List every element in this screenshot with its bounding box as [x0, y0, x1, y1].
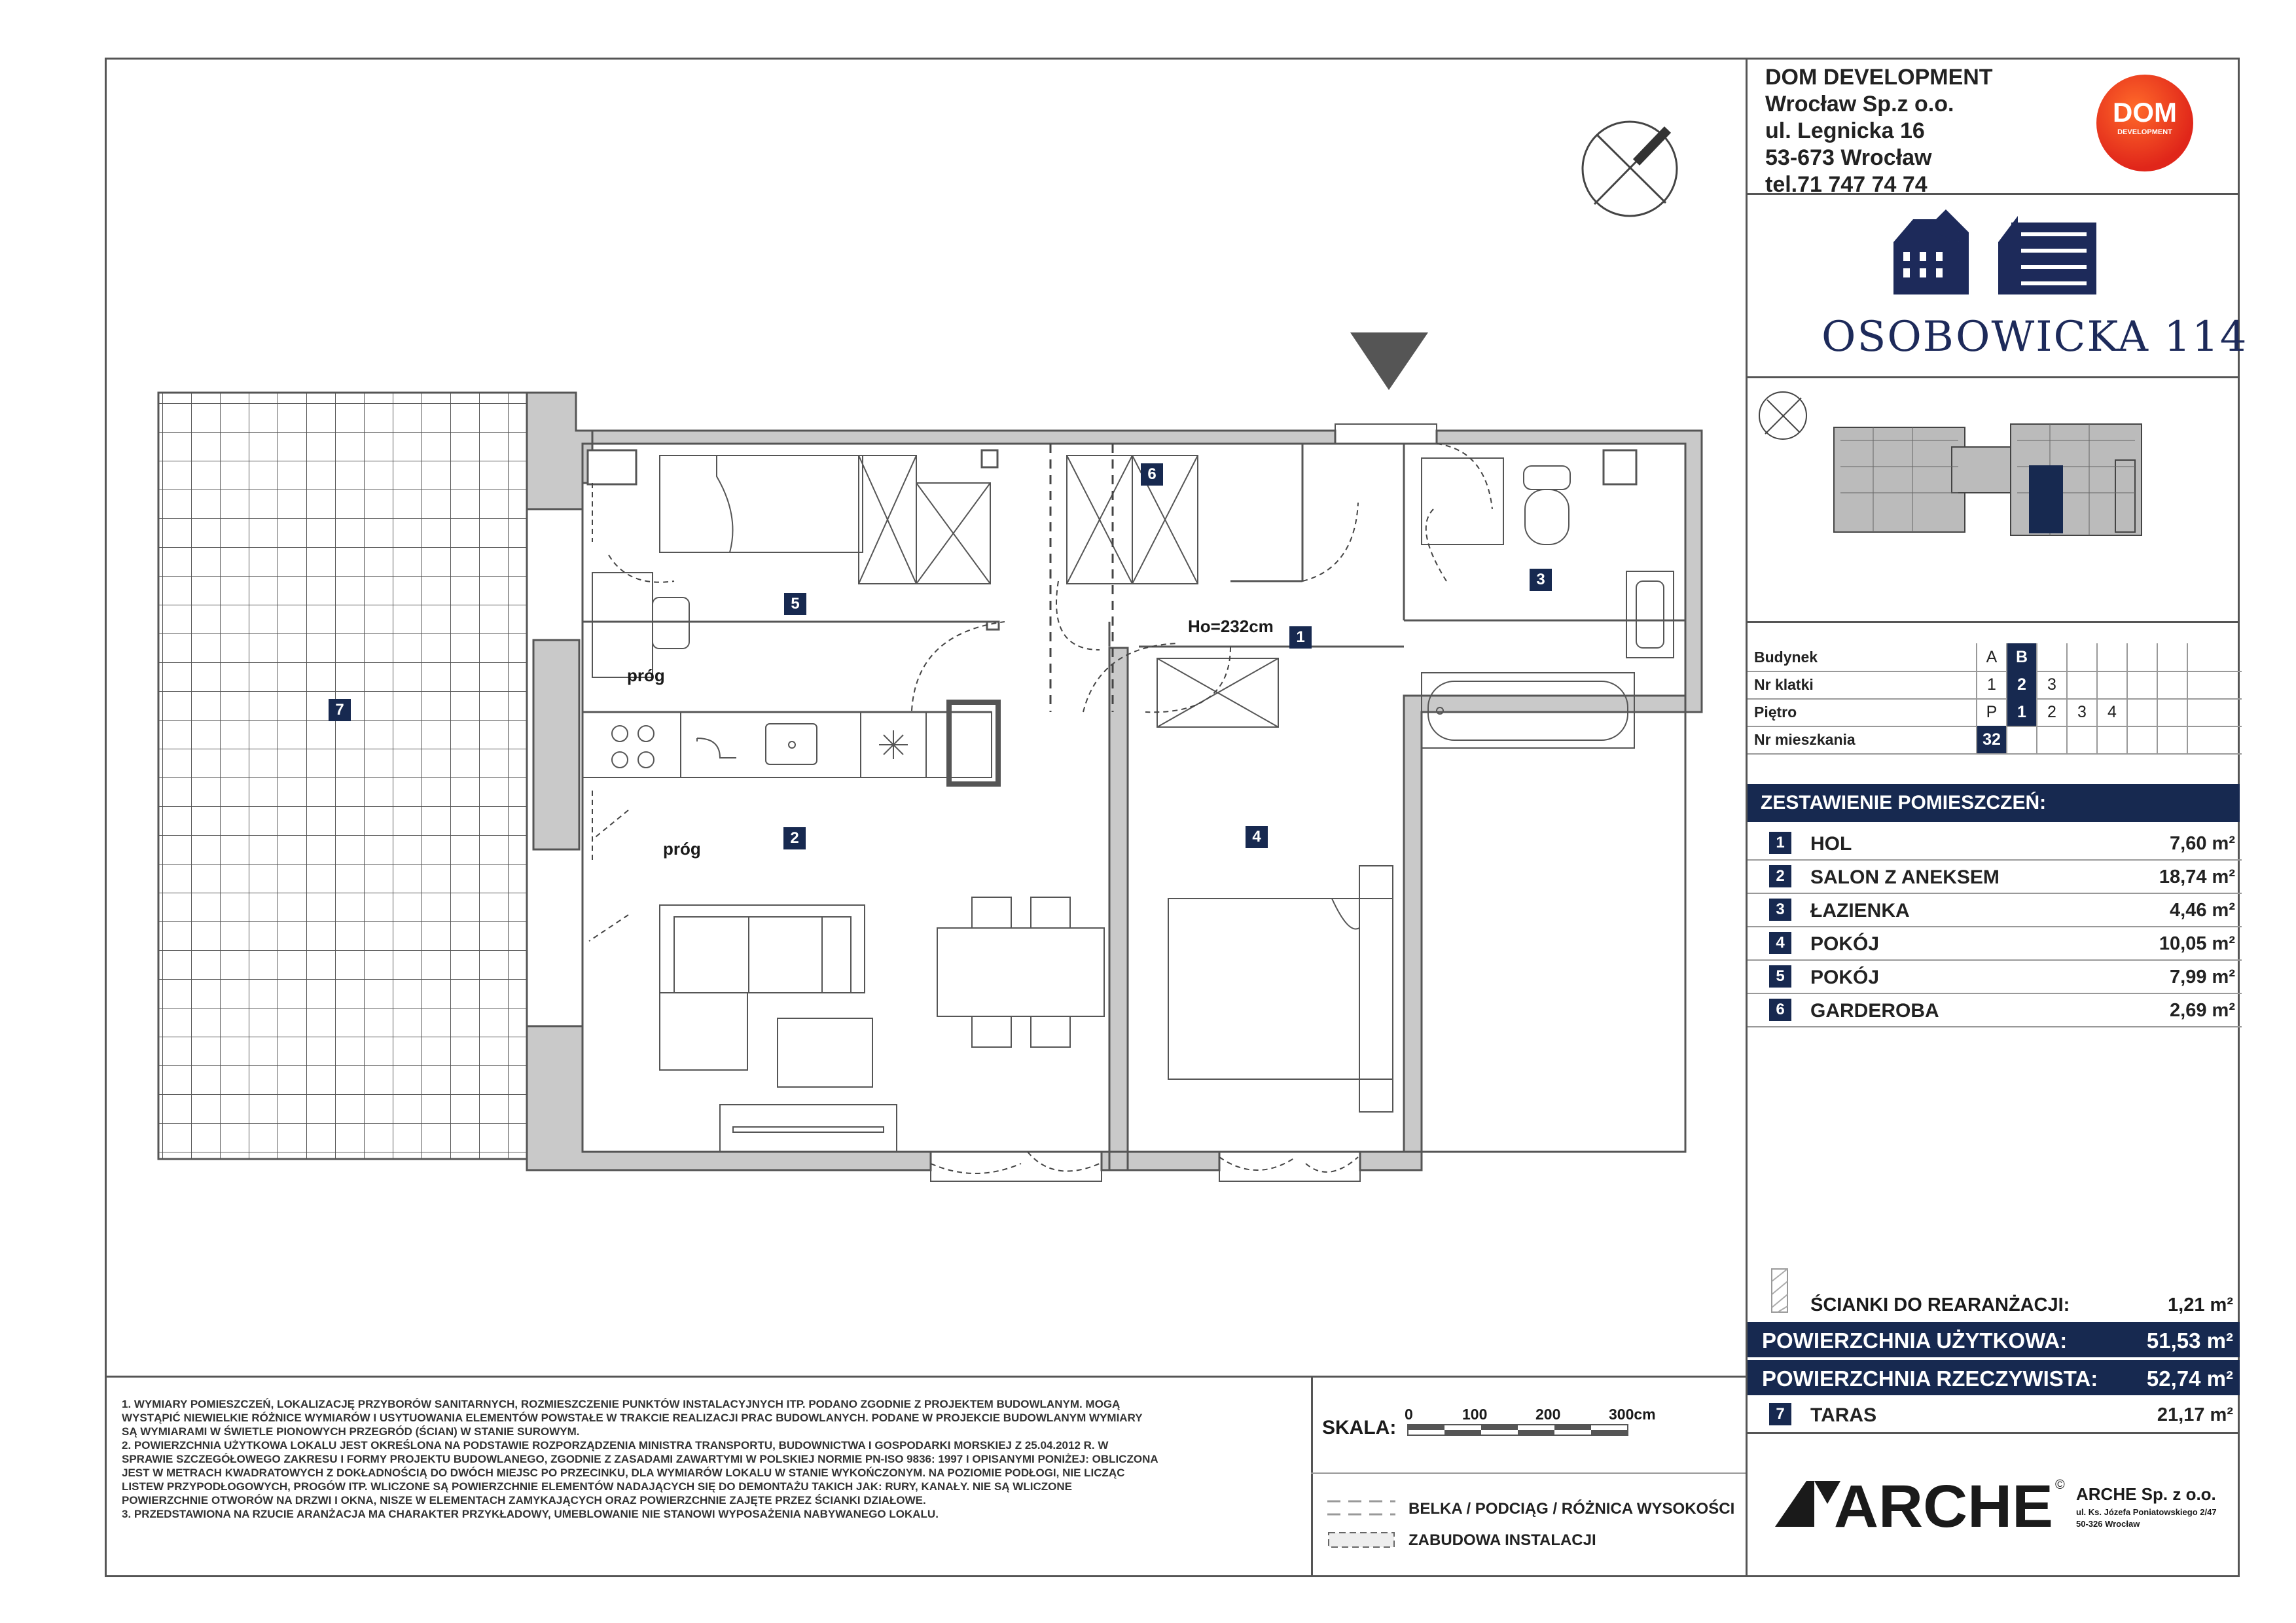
legend-divider [1311, 1472, 1746, 1474]
row-floor [1748, 698, 2242, 727]
north-arrow-icon [1583, 122, 1677, 216]
real-label: POWIERZCHNIA RZECZYWISTA: [1762, 1366, 2098, 1391]
room-name: POKÓJ [1810, 933, 1880, 955]
room-row [1748, 993, 2242, 1027]
company-line-4: 53-673 Wrocław [1765, 145, 1932, 170]
project-buildings-icon [1887, 203, 2103, 294]
floor-1-selected: 1 [2006, 698, 2036, 726]
room-number-5: 5 [784, 593, 806, 615]
partitions-label: ŚCIANKI DO REARANŻACJI: [1810, 1294, 2070, 1315]
label-building: Budynek [1754, 649, 1818, 666]
room-area: 7,60 m² [2170, 833, 2235, 854]
usable-area-bar [1748, 1322, 2240, 1357]
floor-plan [105, 58, 1746, 1577]
row-building [1748, 643, 2242, 672]
room-badge: 5 [1769, 965, 1791, 988]
architect-name: ARCHE Sp. z o.o. [2076, 1484, 2216, 1504]
entrance-marker-icon [1350, 332, 1428, 390]
floor-p: P [1976, 698, 2006, 726]
room-row [1748, 927, 2242, 961]
threshold-label-upper: próg [627, 666, 665, 685]
note-line: WYSTĄPIĆ NIEWIELKIE RÓŻNICE WYMIARÓW I USYTUOWANIA ELEMENTÓW POWSTAŁE W TRAKCIE REALIZACJI PRAC BUDOWLANYCH. PODANE W PROJEKCIE BUDOWLANYM WYMIARY [122, 1412, 1143, 1424]
note-line: POWIERZCHNIE OTWORÓW NA DRZWI I OKNA, NISZE W ELEMENTACH ZAMYKAJĄCYCH ORAZ POWIERZCHNIE ZAJĘTE PRZEZ ŚCIANKI DZIAŁOWE. [122, 1494, 926, 1507]
room-number-7: 7 [329, 699, 351, 721]
company-name: DOM DEVELOPMENT [1765, 65, 1993, 90]
company-line-2: Wrocław Sp.z o.o. [1765, 92, 1954, 116]
floor-4: 4 [2096, 698, 2126, 726]
usable-area: 51,53 m² [2146, 1329, 2233, 1353]
room-row [1748, 860, 2242, 894]
room-row [1748, 893, 2242, 927]
scale-tick-100: 100 [1462, 1406, 1488, 1423]
rooms-header: ZESTAWIENIE POMIESZCZEŃ: [1748, 784, 2240, 822]
terrace-name: TARAS [1810, 1404, 1877, 1426]
room-badge: 1 [1769, 832, 1791, 854]
room-number-4: 4 [1246, 826, 1268, 848]
terrace-badge: 7 [1769, 1403, 1791, 1425]
scale-tick-300: 300cm [1609, 1406, 1656, 1423]
arche-logo [1775, 1473, 2065, 1540]
note-line: 2. POWIERZCHNIA UŻYTKOWA LOKALU JEST OKREŚLONA NA PODSTAWIE ROZPORZĄDZENIA MINISTRA TRANSPORTU, BUDOWNICTWA I GOSPODARKI MORSKIEJ Z 25.04.2012 R. W [122, 1439, 1109, 1452]
building-b-selected: B [2006, 643, 2036, 671]
company-phone: tel.71 747 74 74 [1765, 172, 1928, 197]
scale-bar [1407, 1424, 1630, 1437]
partitions-area: 1,21 m² [2168, 1294, 2233, 1315]
row-staircase [1748, 671, 2242, 700]
location-table [1748, 643, 2242, 753]
info-sidebar [1746, 58, 2248, 1577]
logo-word: DOM [2113, 97, 2177, 128]
room-row [1748, 827, 2242, 861]
usable-label: POWIERZCHNIA UŻYTKOWA: [1762, 1329, 2068, 1353]
terrace-row [1748, 1398, 2240, 1431]
company-address [1765, 64, 1993, 198]
architect-address-2: 50-326 Wrocław [2076, 1519, 2140, 1529]
room-number-3: 3 [1530, 569, 1552, 591]
label-floor: Piętro [1754, 704, 1797, 721]
scale-label: SKALA: [1322, 1417, 1397, 1438]
room-name: HOL [1810, 833, 1852, 855]
dashed-beam-icon [1327, 1499, 1395, 1518]
room-number-2: 2 [783, 827, 806, 849]
room-name: SALON Z ANEKSEM [1810, 866, 2000, 888]
floor-2: 2 [2036, 698, 2066, 726]
footer-divider [105, 1376, 1746, 1378]
room-badge: 4 [1769, 932, 1791, 954]
arche-logo-text: ARCHE [1834, 1473, 2053, 1540]
floor-3: 3 [2066, 698, 2096, 726]
legend-beam-text: BELKA / PODCIĄG / RÓŻNICA WYSOKOŚCI [1408, 1500, 1735, 1518]
label-apartment: Nr mieszkania [1754, 731, 1856, 748]
room-name: GARDEROBA [1810, 1000, 1939, 1022]
building-a: A [1976, 643, 2006, 671]
staircase-2-selected: 2 [2006, 671, 2036, 698]
footer-vertical-divider [1311, 1376, 1313, 1577]
room-name: ŁAZIENKA [1810, 900, 1910, 921]
installation-icon [1327, 1531, 1395, 1548]
room-area: 18,74 m² [2159, 866, 2235, 887]
room-area: 7,99 m² [2170, 967, 2235, 988]
staircase-3: 3 [2036, 671, 2066, 698]
label-staircase: Nr klatki [1754, 676, 1814, 693]
note-line: LISTEW PRZYPODŁOGOWYCH, PROGÓW ITP. WLICZONE SĄ POWIERZCHNIE ELEMENTÓW NADAJĄCYCH SIĘ DO DEMONTAŻU TAKICH JAK: RURY, KANAŁY. NIE SĄ WLICZONE [122, 1480, 1072, 1493]
room-name: POKÓJ [1810, 967, 1880, 988]
staircase-1: 1 [1976, 671, 2006, 698]
logo-subword: DEVELOPMENT [2117, 128, 2172, 136]
real-area-bar [1748, 1360, 2240, 1395]
row-apartment [1748, 726, 2242, 755]
scale-tick-0: 0 [1405, 1406, 1413, 1423]
room-area: 4,46 m² [2170, 900, 2235, 921]
ceiling-height-label: Ho=232cm [1188, 616, 1274, 636]
key-plan [1755, 388, 2236, 617]
note-line: 1. WYMIARY POMIESZCZEŃ, LOKALIZACJĘ PRZYBORÓW SANITARNYCH, ROZMIESZCZENIE PUNKTÓW INSTALACYJNYCH ITP. PODANO ZGODNIE Z PROJEKTEM BUDOWLANYM. MOGĄ [122, 1398, 1121, 1410]
terrace-area [158, 393, 527, 1159]
room-number-1: 1 [1289, 626, 1312, 649]
room-area: 10,05 m² [2159, 933, 2235, 954]
architect-address-1: ul. Ks. Józefa Poniatowskiego 2/47 [2076, 1507, 2217, 1517]
note-line: SPRAWIE SZCZEGÓŁOWEGO ZAKRESU I FORMY PROJEKTU BUDOWLANEGO, ZGODNIE Z ZASADAMI ZAWARTYMI W POLSKIEJ NORMIE PN-ISO 9836: 1997 I OPISANYMI PONIŻEJ: OBLICZONA [122, 1453, 1158, 1465]
room-row [1748, 960, 2242, 994]
project-title: OSOBOWICKA 114 [1821, 313, 2248, 361]
legend-installation-text: ZABUDOWA INSTALACJI [1408, 1531, 1596, 1549]
dom-development-logo [2096, 75, 2193, 171]
room-badge: 3 [1769, 899, 1791, 921]
company-line-3: ul. Legnicka 16 [1765, 118, 1925, 143]
apartment-number: 32 [1976, 726, 2006, 753]
threshold-label-lower: próg [663, 839, 701, 859]
rooms-list [1748, 827, 2242, 1029]
room-badge: 6 [1769, 999, 1791, 1021]
svg-text:©: © [2055, 1478, 2065, 1492]
note-line: 3. PRZEDSTAWIONA NA RZUCIE ARANŻACJA MA CHARAKTER PRZYKŁADOWY, UMEBLOWANIE NIE STANOWI WYPOSAŻENIA NABYWANEGO LOKALU. [122, 1508, 939, 1520]
room-badge: 2 [1769, 865, 1791, 887]
partition-hatch-icon [1771, 1268, 1788, 1313]
room-number-6: 6 [1141, 463, 1163, 486]
notes-block [122, 1397, 1300, 1521]
wardrobes [859, 455, 1278, 727]
door-swings [589, 444, 1492, 1173]
room-area: 2,69 m² [2170, 1000, 2235, 1021]
note-line: SĄ WYMIARAMI W ŚWIETLE PIONOWYCH PRZEGRÓD (ŚCIAN) W STANIE SUROWYM. [122, 1425, 580, 1438]
terrace-area: 21,17 m² [2157, 1404, 2233, 1425]
real-area: 52,74 m² [2146, 1366, 2233, 1391]
note-line: JEST W METRACH KWADRATOWYCH Z DOKŁADNOŚCIĄ DO DWÓCH MIEJSC PO PRZECINKU, DLA WYMIARÓW LOKALU W STANIE WYKOŃCZONYM. NA POZIOMIE PODŁOGI, NIE LICZĄC [122, 1467, 1125, 1479]
scale-tick-200: 200 [1535, 1406, 1561, 1423]
